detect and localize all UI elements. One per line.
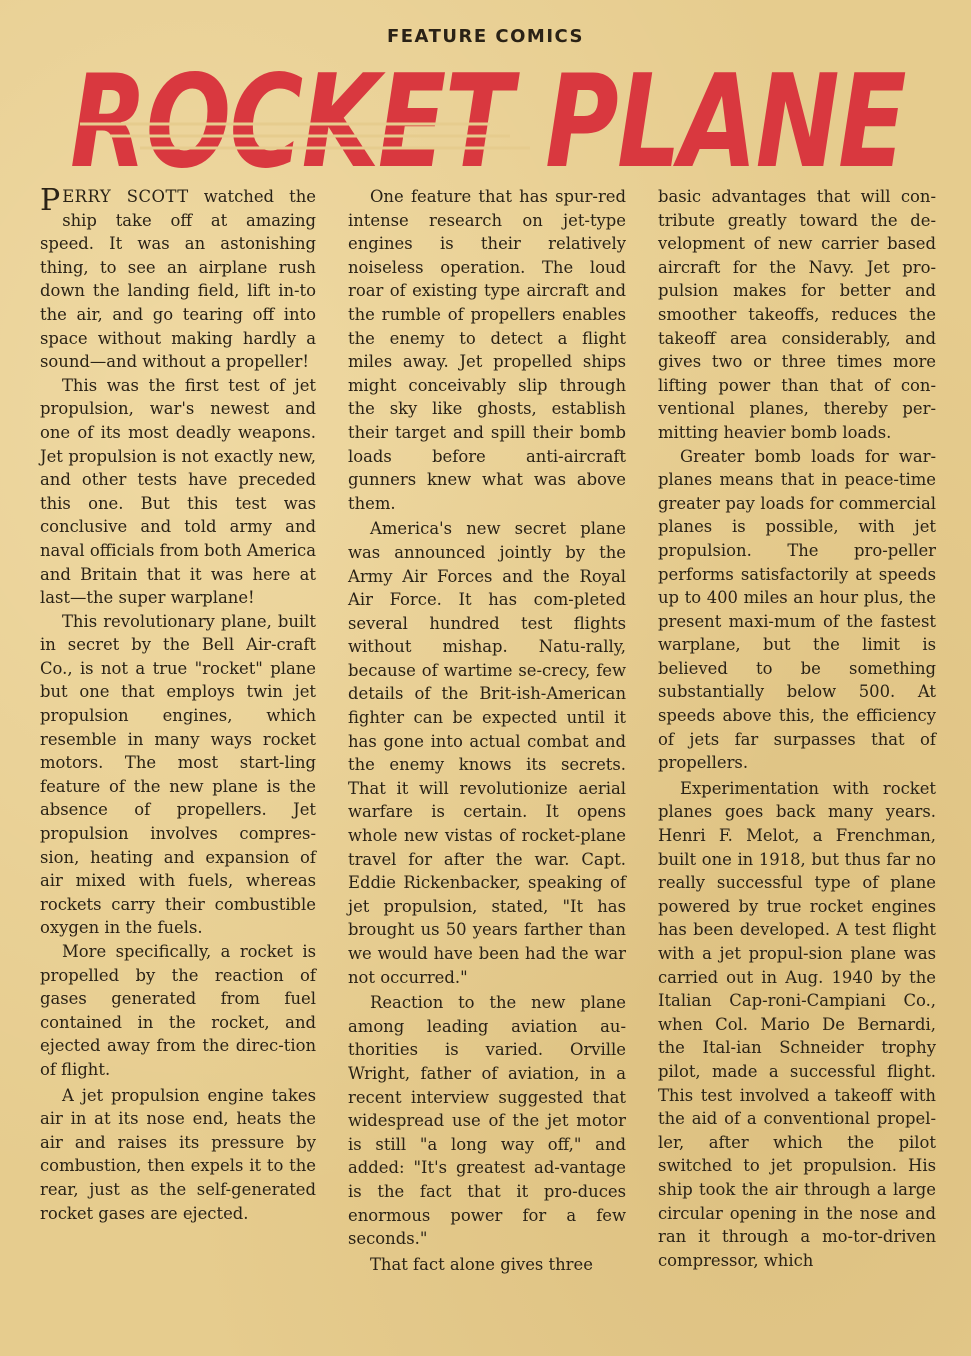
paragraph: More specifically, a rocket is propelled by the reaction of gases generated from fuel contained in the rocket, and ejected away from the direc-tion of flight. bbox=[40, 942, 316, 1079]
paragraph: One feature that has spur-red intense research on jet-type engines is their relatively noiseless operation. The loud roar of existing type aircraft and the rumble of propellers enables the enemy to detect a flight miles away. Jet propelled ships might conceivably slip through the sky like ghosts, establish their target and spill their bomb loads before anti-aircraft gunners knew what was above them. bbox=[348, 187, 626, 513]
title-banner bbox=[70, 44, 910, 184]
paragraph: This was the first test of jet propulsion, war's newest and one of its most deadly weapons. Jet propulsion is not exactly new, and other tests have preceded this one. But this test was conclusive and told army and naval officials from both America and Britain that it was here at last—the super warplane! bbox=[40, 375, 316, 608]
paragraph: basic advantages that will con-tribute greatly toward the de-velopment of new carrier based aircraft for the Navy. Jet pro-pulsion makes for better and smoother takeoffs, reduces the takeoff area considerably, and gives two or three times more lifting power than that of con-ventional planes, thereby per-mitting heavier bomb loads. bbox=[658, 187, 936, 442]
paragraph bbox=[40, 185, 316, 374]
article-column-3 bbox=[658, 185, 936, 1272]
paragraph: A jet propulsion engine takes air in at its nose end, heats the air and raises its pressure by combustion, then expels it to the rear, just as the self-generated rocket gases are ejected. bbox=[40, 1085, 316, 1223]
paragraph-text: watched the ship take off at amazing speed. It was an astonishing thing, to see an airplane rush down the landing field, lift in-to the air, and go tearing off into space without making hardly a sound—and without a propeller! bbox=[40, 187, 316, 372]
paragraph: Reaction to the new plane among leading aviation au-thorities is varied. Orville Wright, father of aviation, in a recent interview suggested that widespread use of the jet motor is still "a long way off," and added: "It's greatest ad-vantage is the fact that it pro-duces enormous power for a few seconds." bbox=[348, 993, 626, 1249]
title-text: ROCKET PLANE bbox=[70, 48, 906, 184]
article-column-2 bbox=[348, 185, 626, 1276]
paragraph: Experimentation with rocket planes goes back many years. Henri F. Melot, a Frenchman, built one in 1918, but thus far no really successful type of plane powered by true rocket engines has been developed. A test flight with a jet propul-sion plane was carried out in Aug. 1940 by the Italian Cap-roni-Campiani Co., when Col. Mario De Bernardi, the Ital-ian Schneider trophy pilot, made a successful flight. This test involved a takeoff with the aid of a conventional propel-ler, after which the pilot switched to jet propulsion. His ship took the air through a large circular opening in the nose and ran it through a mo-tor-driven compressor, which bbox=[658, 778, 936, 1270]
paragraph: That fact alone gives three bbox=[370, 1254, 593, 1274]
article-column-1 bbox=[40, 185, 316, 1225]
opening-caps: ERRY SCOTT bbox=[62, 187, 189, 206]
paragraph: This revolutionary plane, built in secret by the Bell Air-craft Co., is not a true "rocket" plane but one that employs twin jet propulsion engines, which resemble in many ways rocket motors. The most start-ling feature of the new plane is the absence of propellers. Jet propulsion involves compres-sion, heating and expansion of air mixed with fuels, whereas rockets carry their combustible oxygen in the fuels. bbox=[40, 611, 316, 938]
publication-header: FEATURE COMICS bbox=[386, 26, 585, 47]
paragraph: America's new secret plane was announced jointly by the Army Air Forces and the Royal Air Force. It has com-pleted several hundred test flights without mishap. Natu-rally, because of wartime se-crecy, few details of the Brit-ish-American fighter can be expected until it has gone into actual combat and the enemy knows its secrets. That it will revolutionize aerial warfare is certain. It opens whole new vistas of rocket-plane travel for after the war. Capt. Eddie Rickenbacker, speaking of jet propulsion, stated, "It has brought us 50 years farther than we would have been had the war not occurred." bbox=[348, 519, 626, 987]
paragraph: Greater bomb loads for war-planes means that in peace-time greater pay loads for commercial planes is possible, with jet propulsion. The pro-peller performs satisfactorily at speeds up to 400 miles an hour plus, the present maxi-mum of the fastest warplane, but the limit is believed to be something substantially below 500. At speeds above this, the efficiency of jets far surpasses that of propellers. bbox=[658, 446, 936, 773]
drop-cap: P bbox=[40, 183, 61, 218]
title-graphic bbox=[70, 44, 910, 184]
